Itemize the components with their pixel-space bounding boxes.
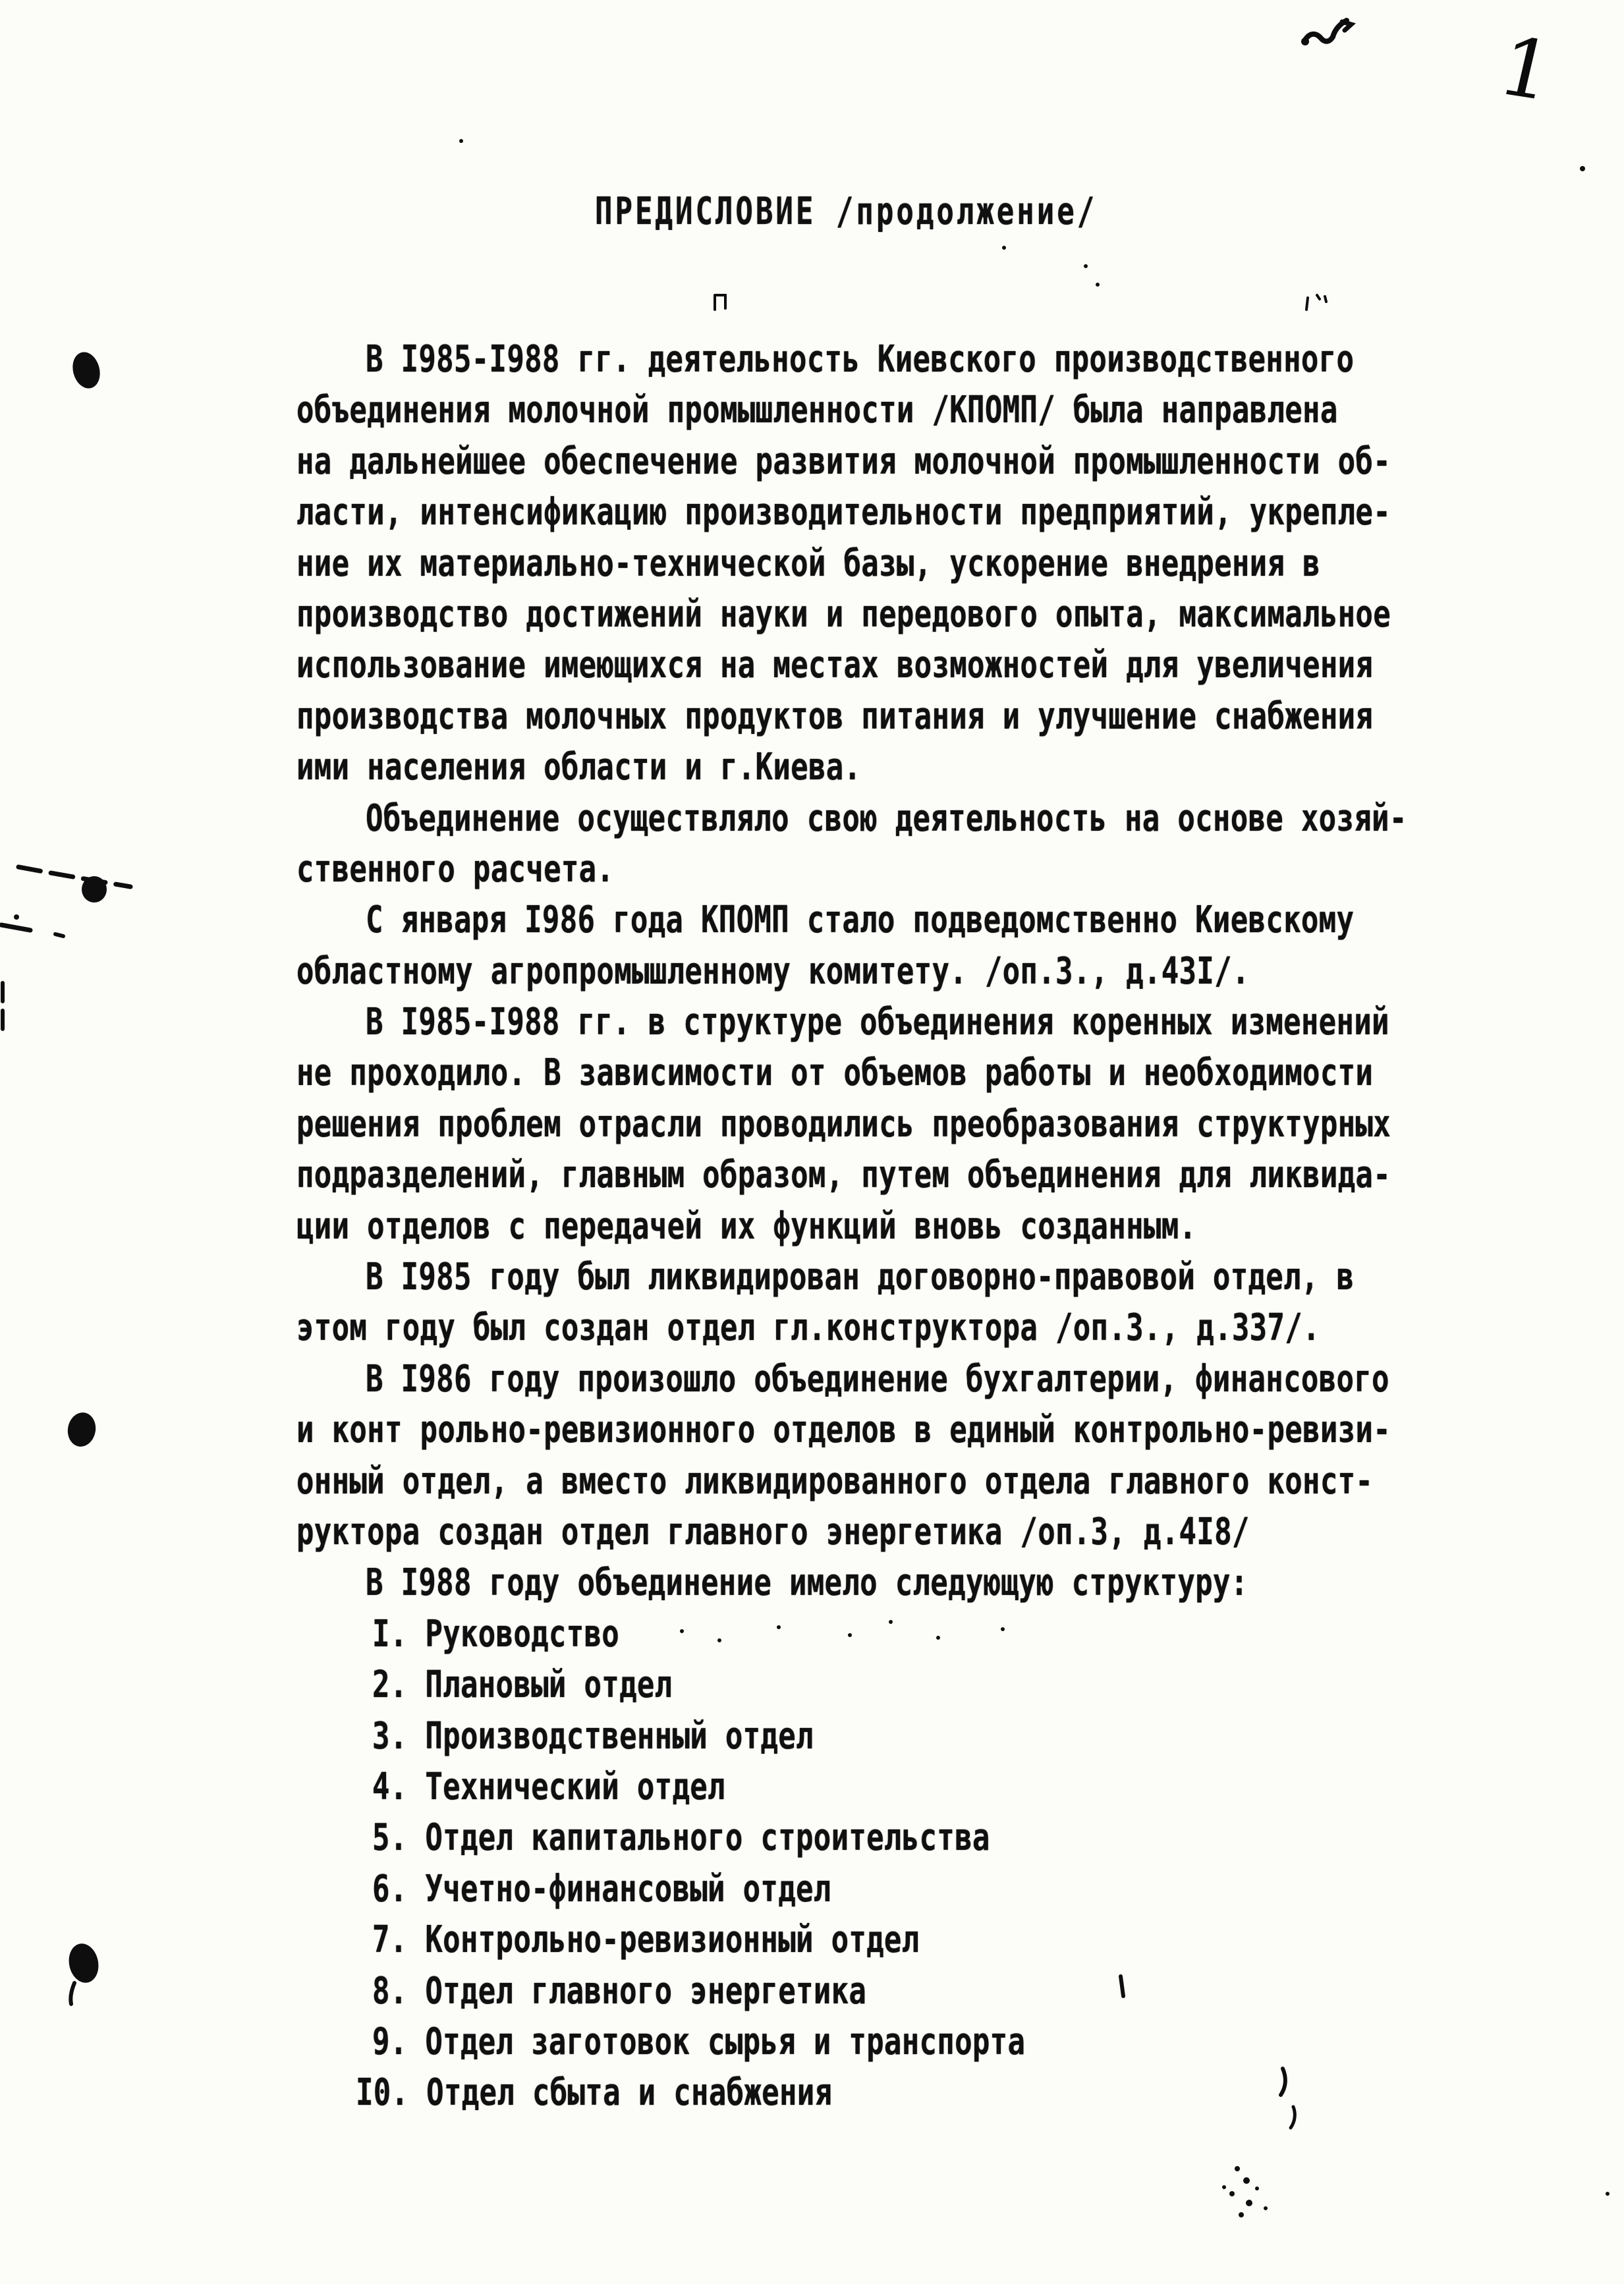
ink-blot bbox=[65, 1410, 98, 1449]
list-item-label: Учетно-финансовый отдел bbox=[425, 1867, 831, 1910]
text-line-content: производство достижений науки и передового опыта, максимальное bbox=[296, 592, 1391, 636]
text-line-content: Объединение осуществляло свою деятельность на основе хозяй- bbox=[366, 796, 1407, 840]
text-line-content: этом году был создан отдел гл.конструктора /оп.3., д.337/. bbox=[296, 1306, 1320, 1350]
list-item-label: Производственный отдел bbox=[425, 1714, 814, 1758]
list-item-number: 3. bbox=[372, 1714, 408, 1758]
text-line-content: ние их материально-технической базы, ускорение внедрения в bbox=[296, 542, 1320, 585]
text-line-content: и конт рольно-ревизионного отделов в единый контрольно-ревизи- bbox=[296, 1408, 1391, 1452]
list-item-number: 4. bbox=[372, 1765, 408, 1808]
list-item-number: 7. bbox=[372, 1918, 408, 1962]
text-line-content: В I985 году был ликвидирован договорно-правовой отдел, в bbox=[366, 1255, 1355, 1299]
text-line-content: производства молочных продуктов питания и улучшение снабжения bbox=[296, 694, 1374, 738]
text-line-content: решения проблем отрасли проводились преобразования структурных bbox=[296, 1102, 1391, 1146]
text-line-content: ими населения области и г.Киева. bbox=[296, 745, 862, 789]
margin-dash-mark bbox=[1, 867, 130, 1036]
text-line-content: подразделений, главным образом, путем объединения для ликвида- bbox=[296, 1153, 1391, 1197]
text-line-content: онный отдел, а вместо ликвидированного отдела главного конст- bbox=[296, 1459, 1374, 1503]
text-line-content: ласти, интенсификацию производительности предприятий, укрепле- bbox=[296, 490, 1391, 534]
list-item-number: I. bbox=[372, 1612, 408, 1656]
list-item-number: I0. bbox=[356, 2071, 409, 2115]
list-item-number: 8. bbox=[372, 1969, 408, 2013]
text-line-content: объединения молочной промышленности /КПОМП/ была направлена bbox=[296, 389, 1338, 432]
text-line-content: В I986 году произошло объединение бухгалтерии, финансового bbox=[366, 1357, 1389, 1401]
list-item-label: Отдел сбыта и снабжения bbox=[426, 2071, 833, 2115]
text-line-content: не проходило. В зависимости от объемов работы и необходимости bbox=[296, 1051, 1374, 1095]
list-item-label: Плановый отдел bbox=[425, 1663, 673, 1707]
handwriting-squiggle-mark bbox=[1301, 20, 1351, 45]
list-item-label: Отдел главного энергетика bbox=[425, 1969, 867, 2013]
text-line-content: С января I986 года КПОМП стало подведомственно Киевскому bbox=[366, 899, 1355, 942]
list-item-label: Отдел капитального строительства bbox=[425, 1816, 990, 1860]
list-item-label: Контрольно-ревизионный отдел bbox=[425, 1918, 920, 1962]
text-line-content: использование имеющихся на местах возможностей для увеличения bbox=[296, 644, 1374, 687]
text-line-content: на дальнейшее обеспечение развития молочной промышленности об- bbox=[296, 439, 1391, 483]
list-item-label: Технический отдел bbox=[425, 1765, 725, 1808]
text-line-content: ственного расчета. bbox=[296, 847, 615, 891]
list-item-label: Отдел заготовок сырья и транспорта bbox=[425, 2020, 1026, 2063]
list-item-number: 9. bbox=[372, 2020, 408, 2063]
text-line-content: областному агропромышленному комитету. /оп.3., д.43I/. bbox=[296, 949, 1250, 993]
page-title: ПРЕДИСЛОВИЕ /продолжение/ bbox=[595, 190, 1098, 234]
list-item-number: 5. bbox=[372, 1816, 408, 1860]
ink-blot bbox=[69, 349, 103, 391]
text-line-content: В I988 году объединение имело следующую структуру: bbox=[366, 1561, 1248, 1605]
list-item-number: 2. bbox=[372, 1663, 408, 1707]
text-line-content: руктора создан отдел главного энергетика /оп.3, д.4I8/ bbox=[296, 1510, 1250, 1553]
list-item-number: 6. bbox=[372, 1867, 408, 1910]
text-line-content: В I985-I988 гг. в структуре объединения коренных изменений bbox=[366, 1000, 1389, 1044]
handwritten-page-number: 1 bbox=[1490, 19, 1563, 119]
text-line-content: В I985-I988 гг. деятельность Киевского производственного bbox=[366, 337, 1355, 381]
list-item bbox=[296, 2068, 1430, 2119]
ink-blot bbox=[65, 1941, 102, 2004]
document-body bbox=[296, 335, 1430, 2119]
text-line-content: ции отделов с передачей их функций вновь созданным. bbox=[296, 1204, 1197, 1248]
list-item-label: Руководство bbox=[425, 1612, 620, 1656]
